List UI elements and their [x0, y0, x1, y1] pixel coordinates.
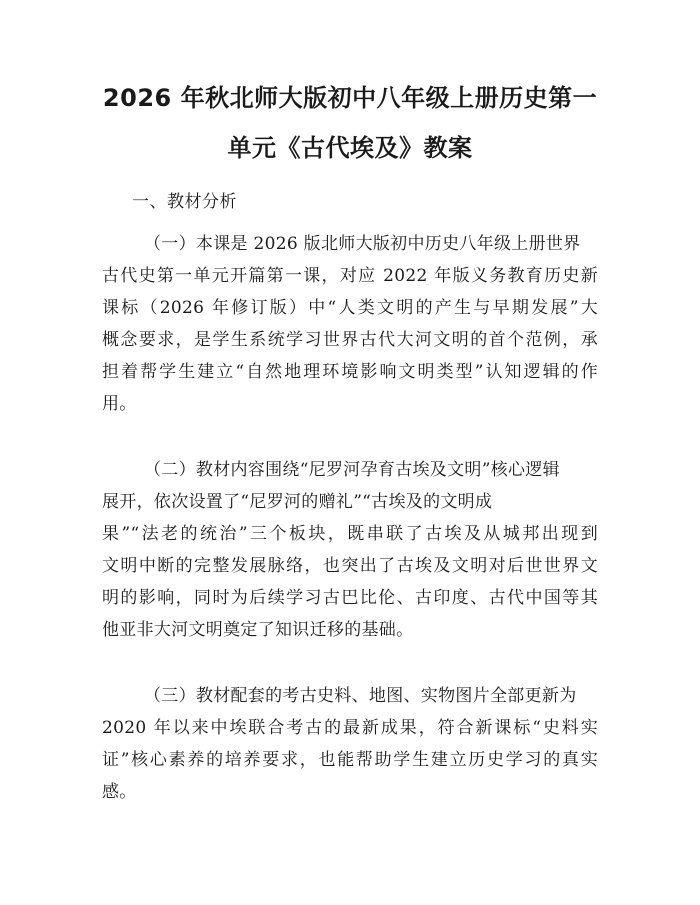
paragraph-1-line: 概念要求，是学生系统学习世界古代大河文明的首个范例，承 [102, 330, 598, 350]
paragraph-3-line: 证”核心素养的培养要求，也能帮助学生建立历史学习的真实 [102, 750, 598, 770]
paragraph-1-line: （一）本课是 2026 版北师大版初中历史八年级上册世界 [144, 234, 581, 254]
paragraph-2-line: （二）教材内容围绕“尼罗河孕育古埃及文明”核心逻辑 [144, 460, 560, 480]
paragraph-1-line: 课标（2026 年修订版）中“人类文明的产生与早期发展”大 [102, 298, 598, 318]
document-title-line-2: 单元《古代埃及》教案 [227, 134, 473, 162]
document-title-line-1: 2026 年秋北师大版初中八年级上册历史第一 [102, 84, 598, 112]
paragraph-3-line: （三）教材配套的考古史料、地图、实物图片全部更新为 [144, 686, 577, 706]
paragraph-2-line: 文明中断的完整发展脉络，也突出了古埃及文明对后世世界文 [102, 556, 598, 576]
paragraph-1-line: 古代史第一单元开篇第一课，对应 2022 年版义务教育历史新 [102, 266, 598, 286]
paragraph-3-line: 2020 年以来中埃联合考古的最新成果，符合新课标“史料实 [102, 718, 598, 738]
paragraph-2-line: 展开，依次设置了“尼罗河的赠礼”“古埃及的文明成 [102, 492, 493, 512]
paragraph-3 [102, 680, 598, 808]
paragraph-2-line: 明的影响，同时为后续学习古巴比伦、古印度、古代中国等其 [102, 588, 598, 608]
paragraph-2 [102, 454, 598, 646]
paragraph-1-line: 担着帮学生建立“自然地理环境影响文明类型”认知逻辑的作 [102, 362, 598, 382]
paragraph-2-line: 果”“法老的统治”三个板块，既串联了古埃及从城邦出现到 [102, 524, 598, 544]
paragraph-1 [102, 228, 598, 420]
section-heading-textbook-analysis: 一、教材分析 [132, 192, 237, 212]
paragraph-3-line: 感。 [102, 782, 137, 802]
paragraph-2-line: 他亚非大河文明奠定了知识迁移的基础。 [102, 620, 414, 640]
paragraph-1-line: 用。 [102, 394, 137, 414]
